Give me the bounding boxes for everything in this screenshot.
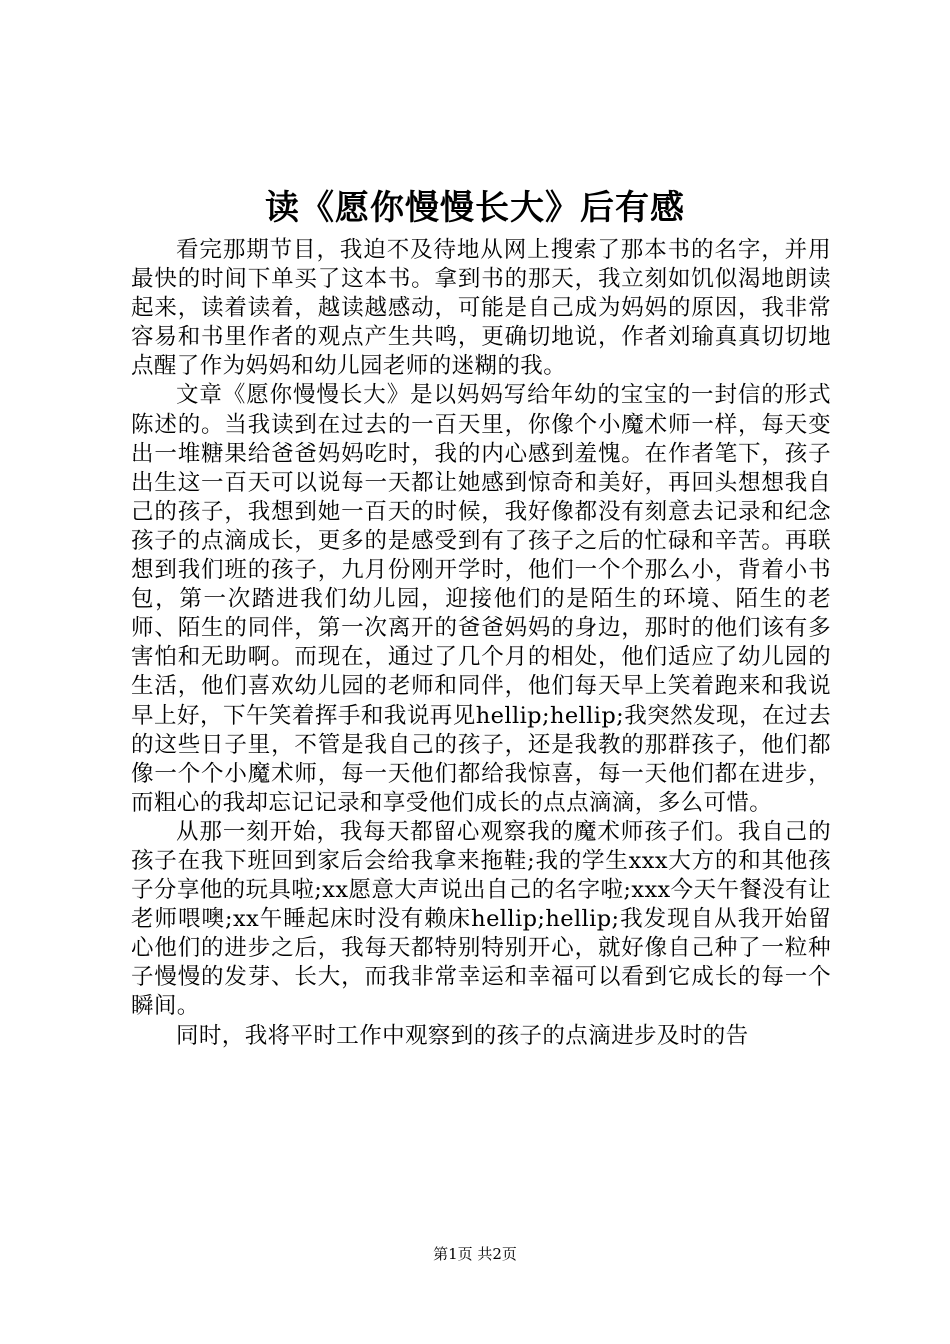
paragraph-4: 同时，我将平时工作中观察到的孩子的点滴进步及时的告 xyxy=(176,1022,749,1049)
document-title: 读《愿你慢慢长大》后有感 xyxy=(265,188,685,228)
document-body xyxy=(131,236,831,1051)
paragraph-1: 看完那期节目，我迫不及待地从网上搜索了那本书的名字，并用最快的时间下单买了这本书。拿到书的那天，我立刻如饥似渴地朗读起来，读着读着，越读越感动，可能是自己成为妈妈的原因，我非常容易和书里作者的观点产生共鸣，更确切地说，作者刘瑜真真切切地点醒了作为妈妈和幼儿园老师的迷糊的我。 xyxy=(131,237,831,380)
page-number: 第1页 共2页 xyxy=(433,1245,517,1263)
paragraph-2: 文章《愿你慢慢长大》是以妈妈写给年幼的宝宝的一封信的形式陈述的。当我读到在过去的一百天里，你像个小魔术师一样，每天变出一堆糖果给爸爸妈妈吃时，我的内心感到羞愧。在作者笔下，孩子出生这一百天可以说每一天都让她感到惊奇和美好，再回头想想我自己的孩子，我想到她一百天的时候，我好像都没有刻意去记录和纪念孩子的点滴成长，更多的是感受到有了孩子之后的忙碌和辛苦。再联想到我们班的孩子，九月份刚开学时，他们一个个那么小，背着小书包，第一次踏进我们幼儿园，迎接他们的是陌生的环境、陌生的老师、陌生的同伴，第一次离开的爸爸妈妈的身边，那时的他们该有多害怕和无助啊。而现在，通过了几个月的相处，他们适应了幼儿园的生活，他们喜欢幼儿园的老师和同伴，他们每天早上笑着跑来和我说早上好，下午笑着挥手和我说再见hellip;hellip;我突然发现，在过去的这些日子里，不管是我自己的孩子，还是我教的那群孩子，他们都像一个个小魔术师，每一天他们都给我惊喜，每一天他们都在进步，而粗心的我却忘记记录和享受他们成长的点点滴滴，多么可惜。 xyxy=(131,382,831,816)
paragraph-3: 从那一刻开始，我每天都留心观察我的魔术师孩子们。我自己的孩子在我下班回到家后会给我拿来拖鞋;我的学生xxx大方的和其他孩子分享他的玩具啦;xx愿意大声说出自己的名字啦;xxx今天午餐没有让老师喂噢;xx午睡起床时没有赖床hellip;hellip;我发现自从我开始留心他们的进步之后，我每天都特别特别开心，就好像自己种了一粒种子慢慢的发芽、长大，而我非常幸运和幸福可以看到它成长的每一个瞬间。 xyxy=(131,818,831,1020)
